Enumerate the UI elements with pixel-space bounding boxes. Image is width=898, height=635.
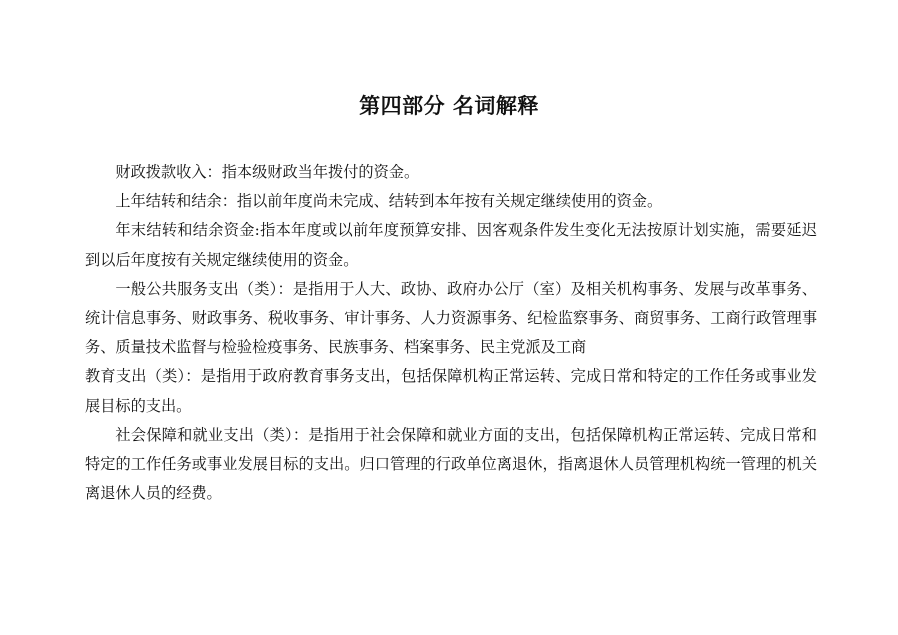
paragraph-social-security-expenditure: 社会保障和就业支出（类）：是指用于社会保障和就业方面的支出，包括保障机构正常运转、完成日常和特定的工作任务或事业发展目标的支出。归口管理的行政单位离退休，指离退休人员管理机构统一管理的机关离退休人员的经费。: [85, 425, 817, 503]
paragraph-prior-year-carryover: 上年结转和结余：指以前年度尚未完成、结转到本年按有关规定继续使用的资金。: [115, 192, 663, 211]
paragraph-general-public-services: 一般公共服务支出（类）：是指用于人大、政协、政府办公厅（室）及相关机构事务、发展与改革事务、统计信息事务、财政事务、税收事务、审计事务、人力资源事务、纪检监察事务、商贸事务、工商行政管理事务、质量技术监督与检验检疫事务、民族事务、档案事务、民主党派及工商: [85, 279, 817, 357]
page-title: 第四部分 名词解释: [359, 94, 539, 118]
paragraph-education-expenditure: 教育支出（类）：是指用于政府教育事务支出，包括保障机构正常运转、完成日常和特定的工作任务或事业发展目标的支出。: [85, 367, 817, 415]
paragraph-year-end-carryover: 年末结转和结余资金:指本年度或以前年度预算安排、因客观条件发生变化无法按原计划实施，需要延迟到以后年度按有关规定继续使用的资金。: [85, 221, 817, 269]
document-body: [85, 158, 817, 508]
paragraph-fiscal-appropriation-income: 财政拨款收入：指本级财政当年拨付的资金。: [115, 163, 420, 181]
